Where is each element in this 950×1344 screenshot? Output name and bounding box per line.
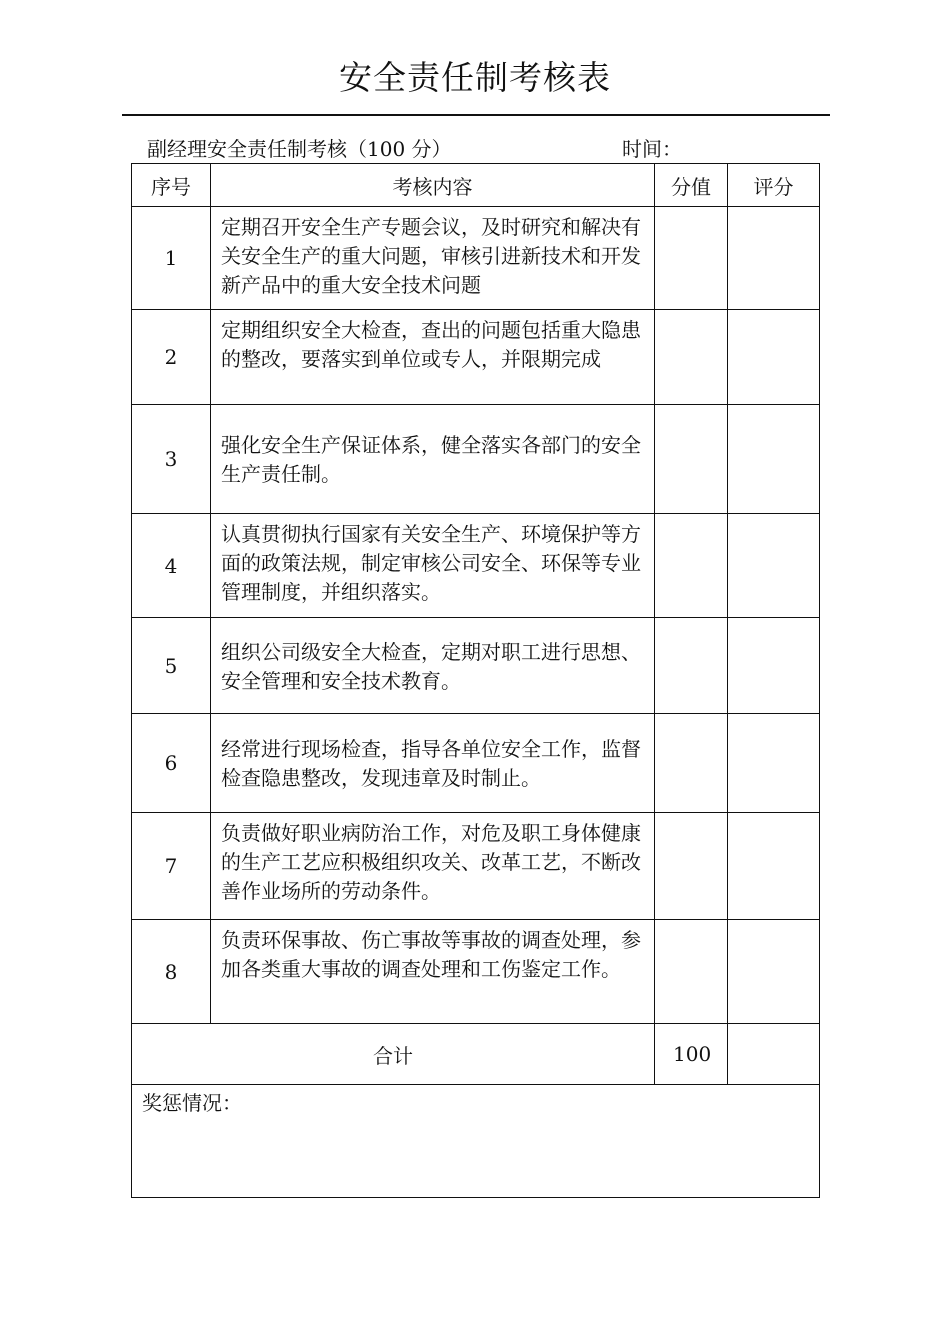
- total-row: [132, 1024, 820, 1085]
- row-score-cell[interactable]: [728, 514, 820, 618]
- row-index: 1: [132, 207, 211, 310]
- remarks-label: 奖惩情况：: [142, 1091, 242, 1115]
- row-points-cell[interactable]: [655, 207, 728, 310]
- row-score-cell[interactable]: [728, 207, 820, 310]
- row-content: 负责环保事故、伤亡事故等事故的调查处理，参加各类重大事故的调查处理和工伤鉴定工作。: [211, 920, 655, 1024]
- row-content: 负责做好职业病防治工作，对危及职工身体健康的生产工艺应积极组织攻关、改革工艺，不断改善作业场所的劳动条件。: [211, 813, 655, 920]
- row-score-cell[interactable]: [728, 310, 820, 405]
- assessment-table: [131, 163, 820, 1198]
- table-row: [132, 310, 820, 405]
- remarks-row: [132, 1085, 820, 1198]
- form-subtitle: 副经理安全责任制考核（100 分）: [147, 137, 452, 161]
- header-index: 序号: [132, 164, 211, 207]
- total-label: 合计: [132, 1024, 655, 1085]
- total-value: 100: [655, 1024, 728, 1085]
- header-score: 评分: [728, 164, 820, 207]
- row-index: 4: [132, 514, 211, 618]
- row-content: 强化安全生产保证体系，健全落实各部门的安全生产责任制。: [211, 405, 655, 514]
- title-underline: [122, 114, 830, 116]
- row-index: 6: [132, 714, 211, 813]
- row-content: 组织公司级安全大检查，定期对职工进行思想、安全管理和安全技术教育。: [211, 618, 655, 714]
- row-points-cell[interactable]: [655, 618, 728, 714]
- header-content: 考核内容: [211, 164, 655, 207]
- table-row: [132, 618, 820, 714]
- row-index: 2: [132, 310, 211, 405]
- row-points-cell[interactable]: [655, 714, 728, 813]
- row-score-cell[interactable]: [728, 920, 820, 1024]
- row-content: 经常进行现场检查，指导各单位安全工作，监督检查隐患整改，发现违章及时制止。: [211, 714, 655, 813]
- time-label: 时间：: [622, 137, 682, 161]
- row-content: 定期组织安全大检查，查出的问题包括重大隐患的整改，要落实到单位或专人，并限期完成: [211, 310, 655, 405]
- row-index: 8: [132, 920, 211, 1024]
- page-title: 安全责任制考核表: [339, 58, 611, 97]
- row-score-cell[interactable]: [728, 714, 820, 813]
- row-points-cell[interactable]: [655, 310, 728, 405]
- header-points: 分值: [655, 164, 728, 207]
- row-content: 认真贯彻执行国家有关安全生产、环境保护等方面的政策法规，制定审核公司安全、环保等专业管理制度，并组织落实。: [211, 514, 655, 618]
- row-index: 5: [132, 618, 211, 714]
- table-header-row: [132, 164, 820, 207]
- table-row: [132, 405, 820, 514]
- table-row: [132, 920, 820, 1024]
- table-row: [132, 813, 820, 920]
- table-row: [132, 514, 820, 618]
- row-points-cell[interactable]: [655, 813, 728, 920]
- row-score-cell[interactable]: [728, 813, 820, 920]
- remarks-cell[interactable]: [132, 1085, 820, 1198]
- row-index: 7: [132, 813, 211, 920]
- row-points-cell[interactable]: [655, 405, 728, 514]
- row-score-cell[interactable]: [728, 618, 820, 714]
- row-points-cell[interactable]: [655, 920, 728, 1024]
- row-score-cell[interactable]: [728, 405, 820, 514]
- table-row: [132, 714, 820, 813]
- total-score-cell[interactable]: [728, 1024, 820, 1085]
- table-row: [132, 207, 820, 310]
- row-index: 3: [132, 405, 211, 514]
- row-content: 定期召开安全生产专题会议，及时研究和解决有关安全生产的重大问题，审核引进新技术和开发新产品中的重大安全技术问题: [211, 207, 655, 310]
- row-points-cell[interactable]: [655, 514, 728, 618]
